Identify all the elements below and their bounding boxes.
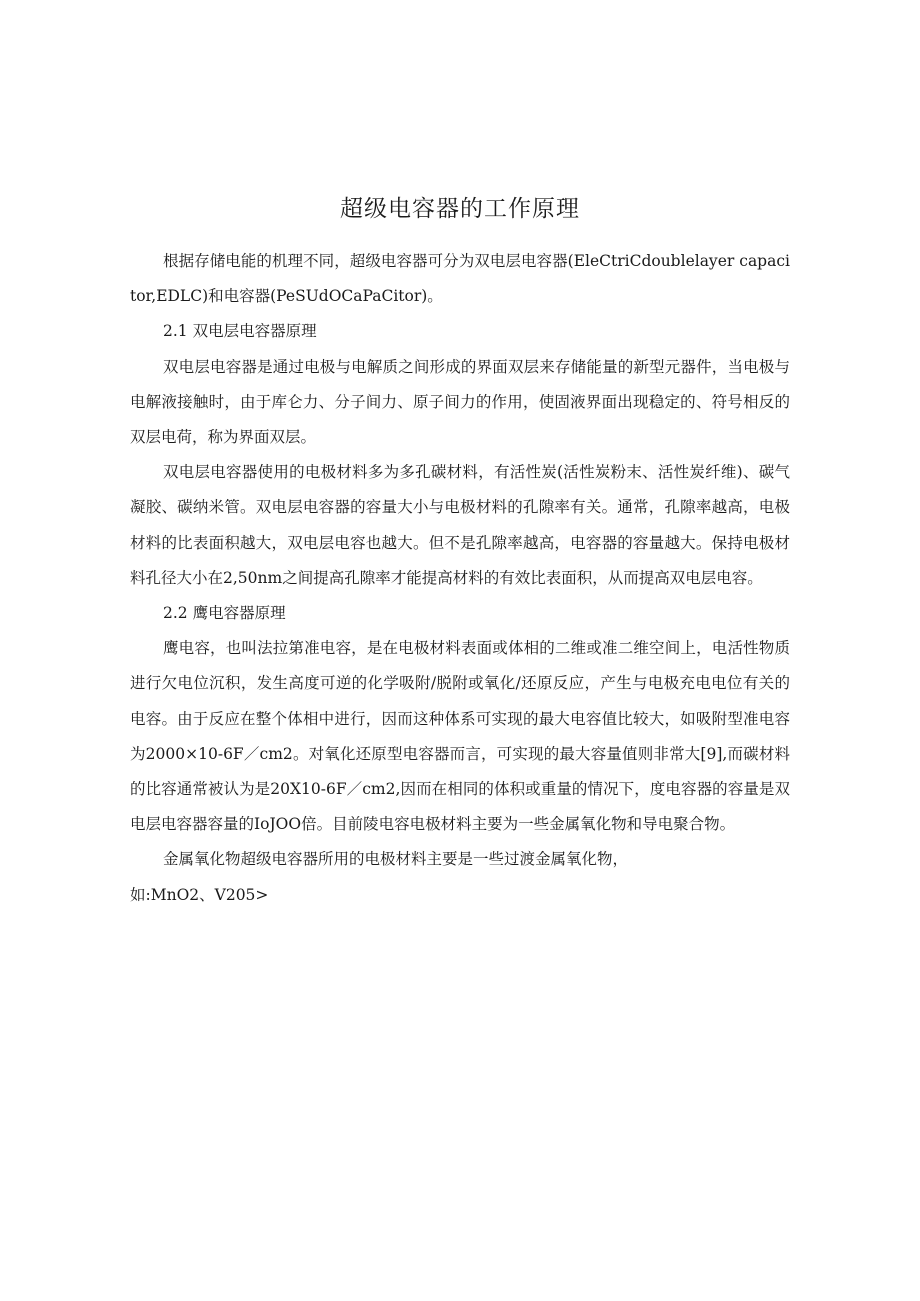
paragraph-intro: 根据存储电能的机理不同，超级电容器可分为双电层电容器(EleCtriCdoublelayer capacitor,EDLC)和电容器(PeSUdOCaPaCitor)。 [130, 252, 790, 306]
paragraph-metal-oxide: 金属氧化物超级电容器所用的电极材料主要是一些过渡金属氧化物， [163, 850, 629, 869]
paragraph-pseudocapacitor: 鹰电容，也叫法拉第准电容，是在电极材料表面或体相的二维或准二维空间上，电活性物质进行欠电位沉积，发生高度可逆的化学吸附/脱附或氧化/还原反应，产生与电极充电电位有关的电容。由于反应在整个体相中进行，因而这种体系可实现的最大电容值比较大，如吸附型准电容为2000×10-6F／cm2。对氧化还原型电容器而言，可实现的最大容量值则非常大[9],而碳材料的比容通常被认为是20X10-6F／cm2,因而在相同的体积或重量的情况下，度电容器的容量是双电层电容器容量的IoJOO倍。目前陵电容电极材料主要为一些金属氧化物和导电聚合物。 [130, 639, 790, 834]
section-heading-2-1: 2.1 双电层电容器原理 [163, 322, 317, 341]
section-heading-2-2: 2.2 鹰电容器原理 [163, 604, 286, 623]
document-title: 超级电容器的工作原理 [340, 196, 580, 222]
paragraph-edlc-definition: 双电层电容器是通过电极与电解质之间形成的界面双层来存储能量的新型元器件，当电极与电解液接触时，由于库仑力、分子间力、原子间力的作用，使固液界面出现稳定的、符号相反的双层电荷，称为界面双层。 [130, 357, 790, 447]
paragraph-examples: 如:MnO2、V205> [130, 885, 269, 904]
document-body [130, 244, 790, 913]
paragraph-edlc-materials: 双电层电容器使用的电极材料多为多孔碳材料，有活性炭(活性炭粉末、活性炭纤维)、碳气凝胶、碳纳米管。双电层电容器的容量大小与电极材料的孔隙率有关。通常，孔隙率越高，电极材料的比表面积越大，双电层电容也越大。但不是孔隙率越高，电容器的容量越大。保持电极材料孔径大小在2,50nm之间提高孔隙率才能提高材料的有效比表面积，从而提高双电层电容。 [130, 463, 790, 587]
